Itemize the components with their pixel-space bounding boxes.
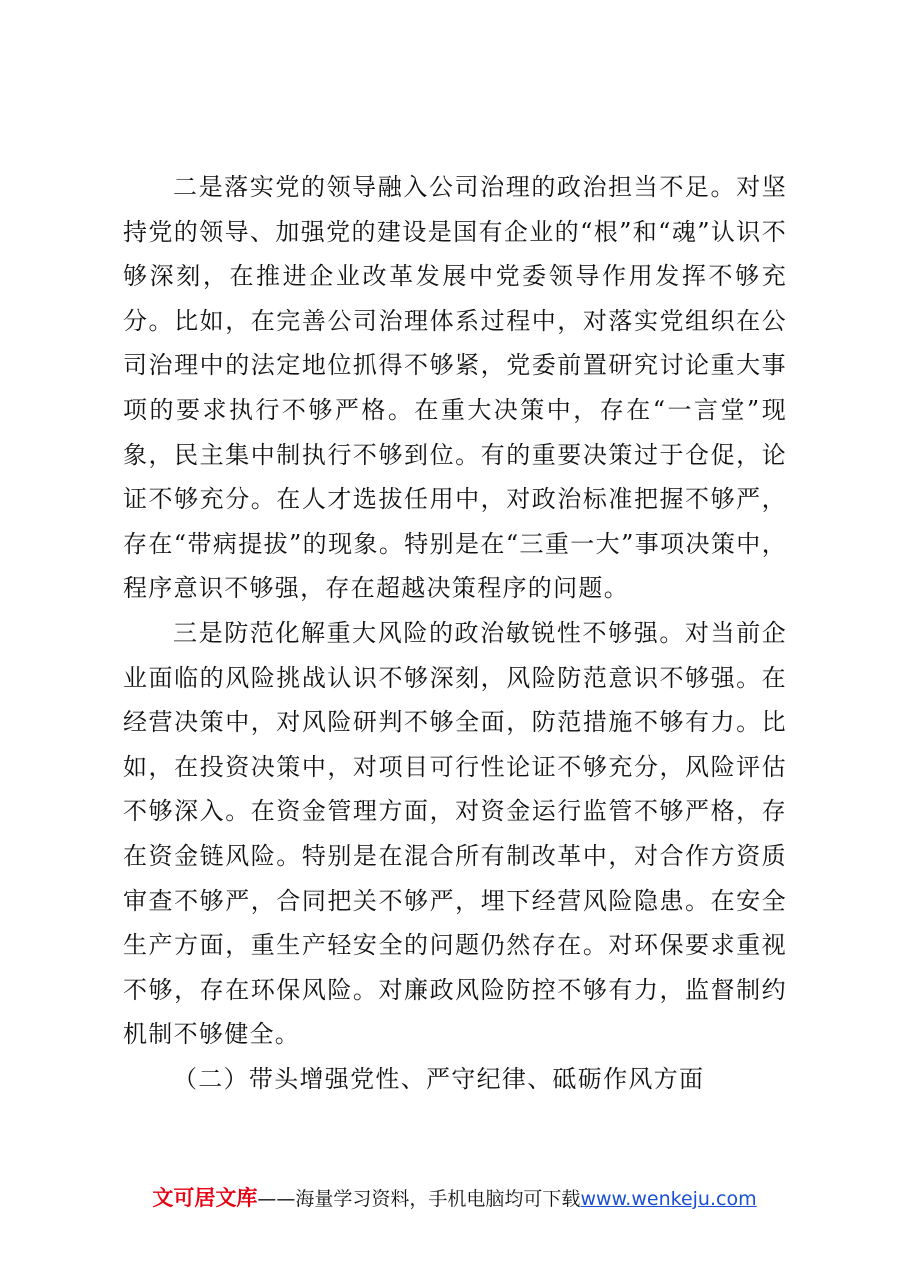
paragraph-governance: 二是落实党的领导融入公司治理的政治担当不足。对坚持党的领导、加强党的建设是国有企业的“根”和“魂”认识不够深刻，在推进企业改革发展中党委领导作用发挥不够充分。比如，在完善公司治理体系过程中，对落实党组织在公司治理中的法定地位抓得不够紧，党委前置研究讨论重大事项的要求执行不够严格。在重大决策中，存在“一言堂”现象，民主集中制执行不够到位。有的重要决策过于仓促，论证不够充分。在人才选拔任用中，对政治标准把握不够严，存在“带病提拔”的现象。特别是在“三重一大”事项决策中，程序意识不够强，存在超越决策程序的问题。 [123, 173, 787, 603]
footer-banner [0, 1182, 909, 1212]
footer-website-link[interactable]: www.wenkeju.com [580, 1188, 757, 1210]
footer-tagline: ——海量学习资料，手机电脑均可下载 [257, 1188, 581, 1210]
footer-brand: 文可居文库 [152, 1186, 258, 1210]
document-body [123, 165, 787, 1101]
section-subheading: （二）带头增强党性、严守纪律、砥砺作风方面 [173, 1064, 705, 1093]
paragraph-risk: 三是防范化解重大风险的政治敏锐性不够强。对当前企业面临的风险挑战认识不够深刻，风险防范意识不够强。在经营决策中，对风险研判不够全面，防范措施不够有力。比如，在投资决策中，对项目可行性论证不够充分，风险评估不够深入。在资金管理方面，对资金运行监管不够严格，存在资金链风险。特别是在混合所有制改革中，对合作方资质审查不够严，合同把关不够严，埋下经营风险隐患。在安全生产方面，重生产轻安全的问题仍然存在。对环保要求重视不够，存在环保风险。对廉政风险防控不够有力，监督制约机制不够健全。 [123, 618, 787, 1049]
